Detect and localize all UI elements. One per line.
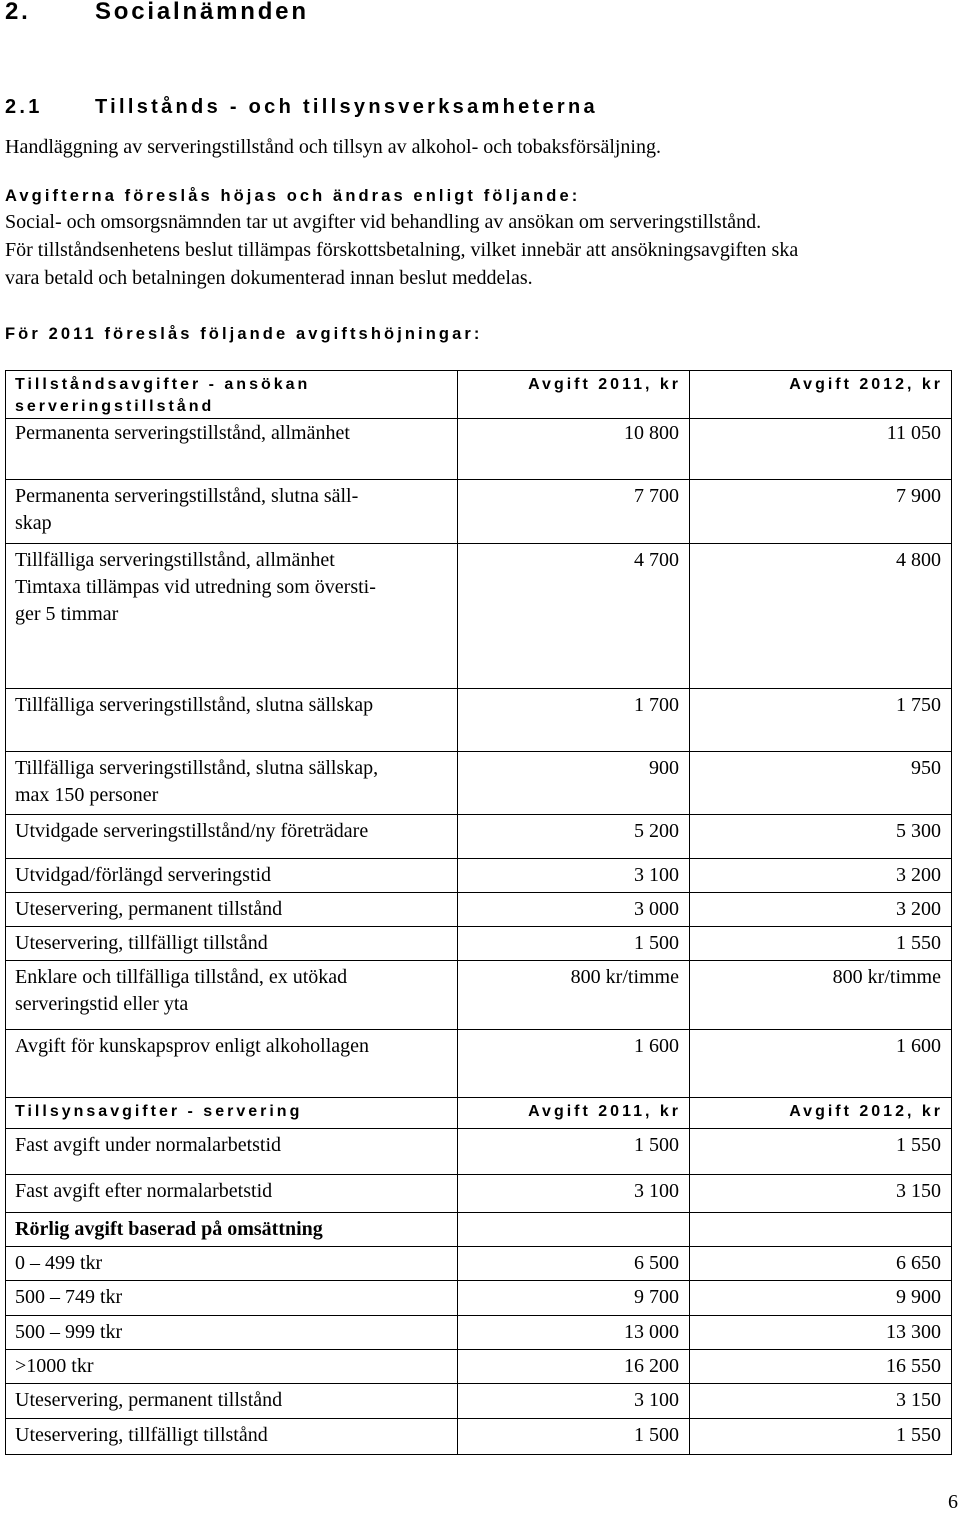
description-line: Avgift för kunskapsprov enligt alkohollagen: [15, 1035, 370, 1057]
fee-description: [6, 752, 458, 815]
fee-2011: 16 200: [458, 1350, 690, 1384]
fee-description: [6, 927, 458, 961]
fee-2012: 9 900: [690, 1281, 952, 1316]
fee-row: [6, 752, 952, 815]
turnover-heading: Rörlig avgift baserad på omsättning: [6, 1213, 458, 1247]
description-line: Permanenta serveringstillstånd, allmänhet: [15, 422, 350, 444]
fee-2011: 1 700: [458, 689, 690, 752]
column-header-2012: Avgift 2012, kr: [690, 371, 952, 419]
fee-2011: 1 500: [458, 1419, 690, 1455]
increases-heading: För 2011 föreslås följande avgiftshöjningar:: [5, 325, 483, 343]
fee-2012: 16 550: [690, 1350, 952, 1384]
column-header-2012: Avgift 2012, kr: [690, 1098, 952, 1129]
fee-description: [6, 544, 458, 689]
fee-2012: 1 550: [690, 1129, 952, 1175]
fee-row: [6, 1129, 952, 1175]
description-line: Uteservering, permanent tillstånd: [15, 898, 283, 920]
fee-description: 500 – 749 tkr: [6, 1281, 458, 1316]
fee-description: >1000 tkr: [6, 1350, 458, 1384]
header-line: serveringstillstånd: [15, 398, 215, 415]
fee-description: 0 – 499 tkr: [6, 1247, 458, 1281]
fee-description: Uteservering, tillfälligt tillstånd: [6, 1419, 458, 1455]
description-line: Utvidgade serveringstillstånd/ny företrädare: [15, 820, 369, 842]
fee-2011: 3 100: [458, 1384, 690, 1419]
fee-2011: 1 500: [458, 1129, 690, 1175]
description-line: Enklare och tillfälliga tillstånd, ex utökad: [15, 966, 348, 988]
fee-2011: 4 700: [458, 544, 690, 689]
fee-description: [6, 480, 458, 544]
fee-row: [6, 961, 952, 1030]
fee-2011: 3 100: [458, 859, 690, 893]
fee-2011: 6 500: [458, 1247, 690, 1281]
section-number: 2.1: [5, 96, 43, 118]
column-header-2011: Avgift 2011, kr: [458, 371, 690, 419]
fee-row: [6, 1247, 952, 1281]
fee-2012: 3 200: [690, 893, 952, 927]
turnover-heading-row: [6, 1213, 952, 1247]
description-line: Tillfälliga serveringstillstånd, slutna sällskap: [15, 694, 374, 716]
fee-description: [6, 1030, 458, 1098]
fee-2012: 800 kr/timme: [690, 961, 952, 1030]
paragraph-line: För tillståndsenhetens beslut tillämpas förskottsbetalning, vilket innebär att ansökningsavgiften ska: [5, 239, 799, 261]
fee-2012: 1 600: [690, 1030, 952, 1098]
fee-row: [6, 417, 952, 480]
paragraph-line: Social- och omsorgsnämnden tar ut avgifter vid behandling av ansökan om serveringstillstånd.: [5, 211, 762, 233]
fee-2012: 4 800: [690, 544, 952, 689]
fee-row: [6, 893, 952, 927]
chapter-title: Socialnämnden: [95, 0, 309, 25]
supervision-header-row: [6, 1098, 952, 1129]
fee-2011: 7 700: [458, 480, 690, 544]
fee-2012: 3 200: [690, 859, 952, 893]
description-line: serveringstid eller yta: [15, 993, 189, 1015]
fee-row: [6, 544, 952, 689]
fee-2012: 7 900: [690, 480, 952, 544]
description-line: Utvidgad/förlängd serveringstid: [15, 864, 272, 886]
chapter-heading: [5, 0, 605, 24]
fee-2012: 1 550: [690, 1419, 952, 1455]
licence-header-row: [6, 371, 952, 417]
fee-row: [6, 1175, 952, 1213]
fee-2011: 10 800: [458, 417, 690, 480]
chapter-number: 2.: [5, 0, 31, 25]
page-number: 6: [948, 1491, 958, 1513]
fee-2012: 5 300: [690, 815, 952, 859]
empty-cell: [458, 1213, 690, 1247]
description-line: max 150 personer: [15, 784, 159, 806]
fee-row: [6, 1316, 952, 1350]
fee-2012: 13 300: [690, 1316, 952, 1350]
fee-row: [6, 1419, 952, 1455]
fee-2011: 5 200: [458, 815, 690, 859]
paragraph-line: vara betald och betalningen dokumenterad innan beslut meddelas.: [5, 267, 533, 289]
description-line: Uteservering, tillfälligt tillstånd: [15, 932, 268, 954]
fee-2011: 1 600: [458, 1030, 690, 1098]
description-line: skap: [15, 512, 52, 534]
description-line: Tillfälliga serveringstillstånd, slutna sällskap,: [15, 757, 379, 779]
fee-2012: 1 550: [690, 927, 952, 961]
fee-2012: 11 050: [690, 417, 952, 480]
fee-row: [6, 815, 952, 859]
header-line: Tillståndsavgifter - ansökan: [15, 376, 311, 393]
column-header-description: Tillsynsavgifter - servering: [6, 1098, 458, 1129]
description-line: Tillfälliga serveringstillstånd, allmänhet: [15, 549, 335, 571]
fee-2011: 3 100: [458, 1175, 690, 1213]
fee-2011: 900: [458, 752, 690, 815]
fee-row: [6, 1350, 952, 1384]
fee-table: [5, 370, 952, 1455]
fee-2012: 1 750: [690, 689, 952, 752]
proposal-paragraph: [5, 208, 798, 292]
fee-description: [6, 961, 458, 1030]
fee-description: [6, 815, 458, 859]
fee-description: [6, 417, 458, 480]
fee-row: [6, 1384, 952, 1419]
fee-2011: 1 500: [458, 927, 690, 961]
description-line: Permanenta serveringstillstånd, slutna säll-: [15, 485, 359, 507]
fee-2012: 3 150: [690, 1384, 952, 1419]
column-header-2011: Avgift 2011, kr: [458, 1098, 690, 1129]
fee-2011: 800 kr/timme: [458, 961, 690, 1030]
proposal-heading: Avgifterna föreslås höjas och ändras enligt följande:: [5, 187, 581, 205]
fee-description: Fast avgift efter normalarbetstid: [6, 1175, 458, 1213]
fee-2012: 950: [690, 752, 952, 815]
fee-row: [6, 480, 952, 544]
fee-2012: 6 650: [690, 1247, 952, 1281]
fee-description: [6, 689, 458, 752]
section-heading: [5, 95, 805, 119]
fee-description: Uteservering, permanent tillstånd: [6, 1384, 458, 1419]
section-title: Tillstånds - och tillsynsverksamheterna: [95, 96, 598, 118]
fee-row: [6, 927, 952, 961]
fee-description: [6, 859, 458, 893]
fee-description: [6, 893, 458, 927]
description-line: ger 5 timmar: [15, 603, 119, 625]
fee-row: [6, 1281, 952, 1316]
fee-2011: 3 000: [458, 893, 690, 927]
empty-cell: [690, 1213, 952, 1247]
fee-row: [6, 859, 952, 893]
intro-text: Handläggning av serveringstillstånd och tillsyn av alkohol- och tobaksförsäljning.: [5, 136, 661, 158]
fee-description: Fast avgift under normalarbetstid: [6, 1129, 458, 1175]
description-line: Timtaxa tillämpas vid utredning som översti-: [15, 576, 376, 598]
fee-2012: 3 150: [690, 1175, 952, 1213]
fee-row: [6, 1030, 952, 1098]
fee-row: [6, 689, 952, 752]
fee-2011: 9 700: [458, 1281, 690, 1316]
column-header-description: [6, 371, 458, 419]
fee-description: 500 – 999 tkr: [6, 1316, 458, 1350]
fee-2011: 13 000: [458, 1316, 690, 1350]
